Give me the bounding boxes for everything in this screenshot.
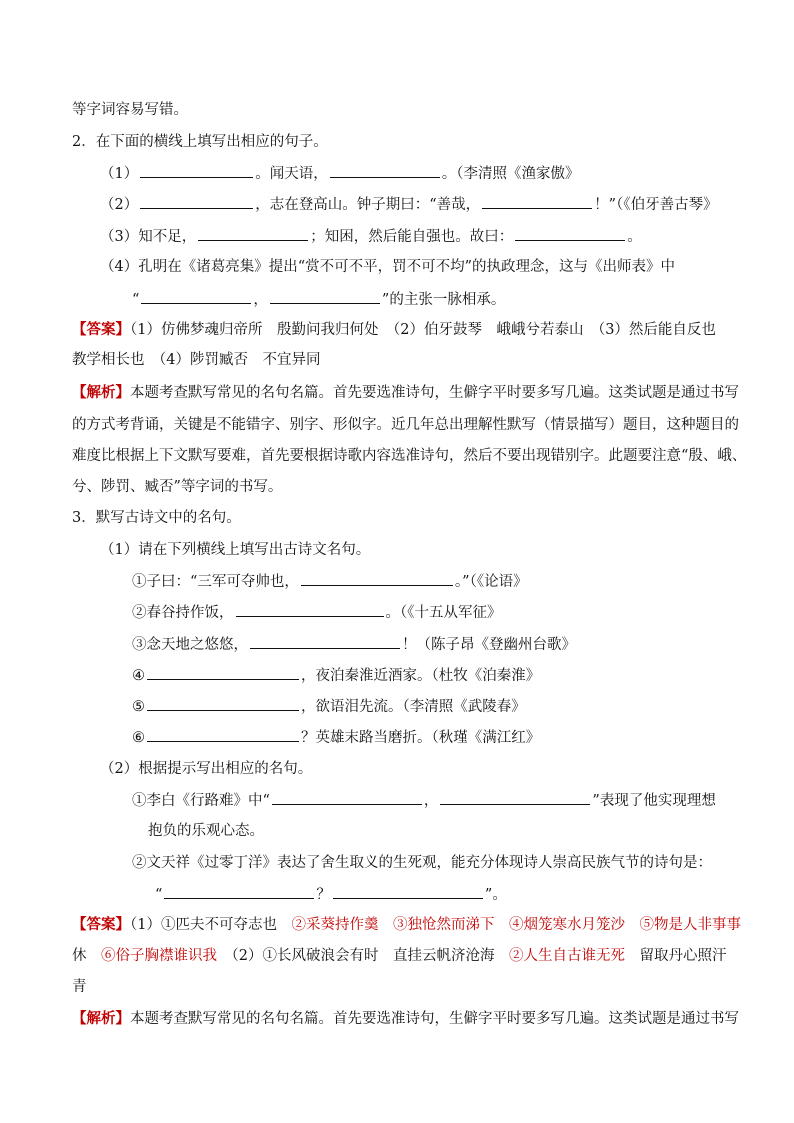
question-2-title: 2．在下面的横线上填写出相应的句子。 (72, 134, 328, 150)
q3-analysis-line-1: 【解析】本题考查默写常见的名句名篇。首先要选准诗句，生僻字平时要多写几遍。这类试题是通过书写 (72, 1010, 739, 1027)
q2-analysis-line-1: 【解析】本题考查默写常见的名句名篇。首先要选准诗句，生僻字平时要多写几遍。这类试题是通过书写 (72, 384, 739, 401)
answer-blank (482, 194, 592, 209)
q2-analysis-line-3: 难度比根据上下文默写要难，首先要根据诗歌内容选准诗句，然后不要出现错别字。此题要注意“殷、峨、 (72, 448, 747, 464)
analysis-tag: 【解析】 (72, 384, 130, 401)
answer-blank (141, 289, 251, 304)
q2-item-2: （2） ，志在登高山。钟子期曰：“善哉， ！”（《伯牙善古琴》 (100, 194, 724, 215)
q2-answer-line-2: 教学相长也 （4）陟罚臧否 不宜异同 (72, 352, 321, 368)
answer-blank (198, 226, 308, 241)
answer-blank (440, 790, 590, 805)
answer-blank (272, 790, 422, 805)
q3-sentence-1: ①子曰：“三军可夺帅也， 。”（《论语》 (132, 571, 724, 592)
text-line: 等字词容易写错。 (72, 102, 188, 118)
answer-blank (147, 665, 299, 680)
q3-answer-line-2: 休 ⑥俗子胸襟谁识我 （2）①长风破浪会有时 直挂云帆济沧海 ②人生自古谁无死 留取丹心照汗 (72, 948, 727, 964)
q3-sentence-2: ②春谷持作饭， 。（《十五从军征》 (132, 602, 724, 623)
answer-blank (515, 226, 625, 241)
answer-blank (250, 634, 400, 649)
answer-blank (333, 884, 483, 899)
analysis-tag: 【解析】 (72, 1010, 130, 1027)
q2-analysis-line-4: 兮、陟罚、臧否”等字词的书写。 (72, 479, 283, 495)
q3-part-1-title: （1）请在下列横线上填写出古诗文名句。 (100, 542, 371, 558)
answer-blank (164, 884, 314, 899)
answer-tag: 【答案】 (72, 916, 130, 933)
q3-answer-line-1: 【答案】（1）①匹夫不可夺志也 ②采葵持作羹 ③独怆然而涕下 ④烟笼寒水月笼沙 ⑤物是人非事事 (72, 916, 741, 933)
q3-prompt-1-line-1: ①李白《行路难》中“ ， ”表现了他实现理想 (132, 790, 724, 811)
q3-prompt-2-line-2: “ ？ ”。 (155, 884, 724, 905)
answer-blank (140, 163, 253, 178)
q2-item-1: （1） 。闻天语， 。（李清照《渔家傲》 (100, 163, 724, 184)
answer-blank (301, 571, 453, 586)
q3-sentence-3: ③念天地之悠悠， ！（陈子昂《登幽州台歌》 (132, 634, 724, 655)
q2-analysis-line-2: 的方式考背诵，关键是不能错字、别字、形似字。近几年总出理解性默写（情景描写）题目，这种题目的 (72, 417, 739, 433)
q3-prompt-2-line-1: ②文天祥《过零丁洋》表达了舍生取义的生死观，能充分体现诗人崇高民族气节的诗句是： (132, 855, 712, 871)
q3-part-2-title: （2）根据提示写出相应的名句。 (100, 761, 313, 777)
answer-blank (147, 727, 299, 742)
q3-sentence-4: ④ ，夜泊秦淮近酒家。（杜牧《泊秦淮》 (132, 665, 724, 686)
q2-item-4-line-1: （4）孔明在《诸葛亮集》提出“赏不可不平，罚不可不均”的执政理念，这与《出师表》中 (100, 259, 676, 275)
q3-sentence-6: ⑥ ？英雄末路当磨折。（秋瑾《满江红》 (132, 727, 724, 748)
answer-tag: 【答案】 (72, 321, 130, 338)
answer-blank (330, 163, 440, 178)
answer-blank (270, 289, 380, 304)
q3-answer-line-3: 青 (72, 979, 87, 995)
question-3-title: 3．默写古诗文中的名句。 (72, 510, 241, 526)
answer-blank (140, 194, 253, 209)
q2-item-3: （3）知不足， ；知困，然后能自强也。故曰： 。 (100, 226, 724, 247)
q2-answer-line-1: 【答案】（1）仿佛梦魂归帝所 殷勤问我归何处 （2）伯牙鼓琴 峨峨兮若泰山 （3）然后能自反也 (72, 321, 716, 338)
q3-prompt-1-line-2: 抱负的乐观心态。 (148, 823, 264, 839)
answer-blank (147, 696, 299, 711)
answer-blank (236, 602, 384, 617)
q3-sentence-5: ⑤ ，欲语泪先流。（李清照《武陵春》 (132, 696, 724, 717)
q2-item-4-line-2: “ ， ”的主张一脉相承。 (132, 289, 724, 310)
